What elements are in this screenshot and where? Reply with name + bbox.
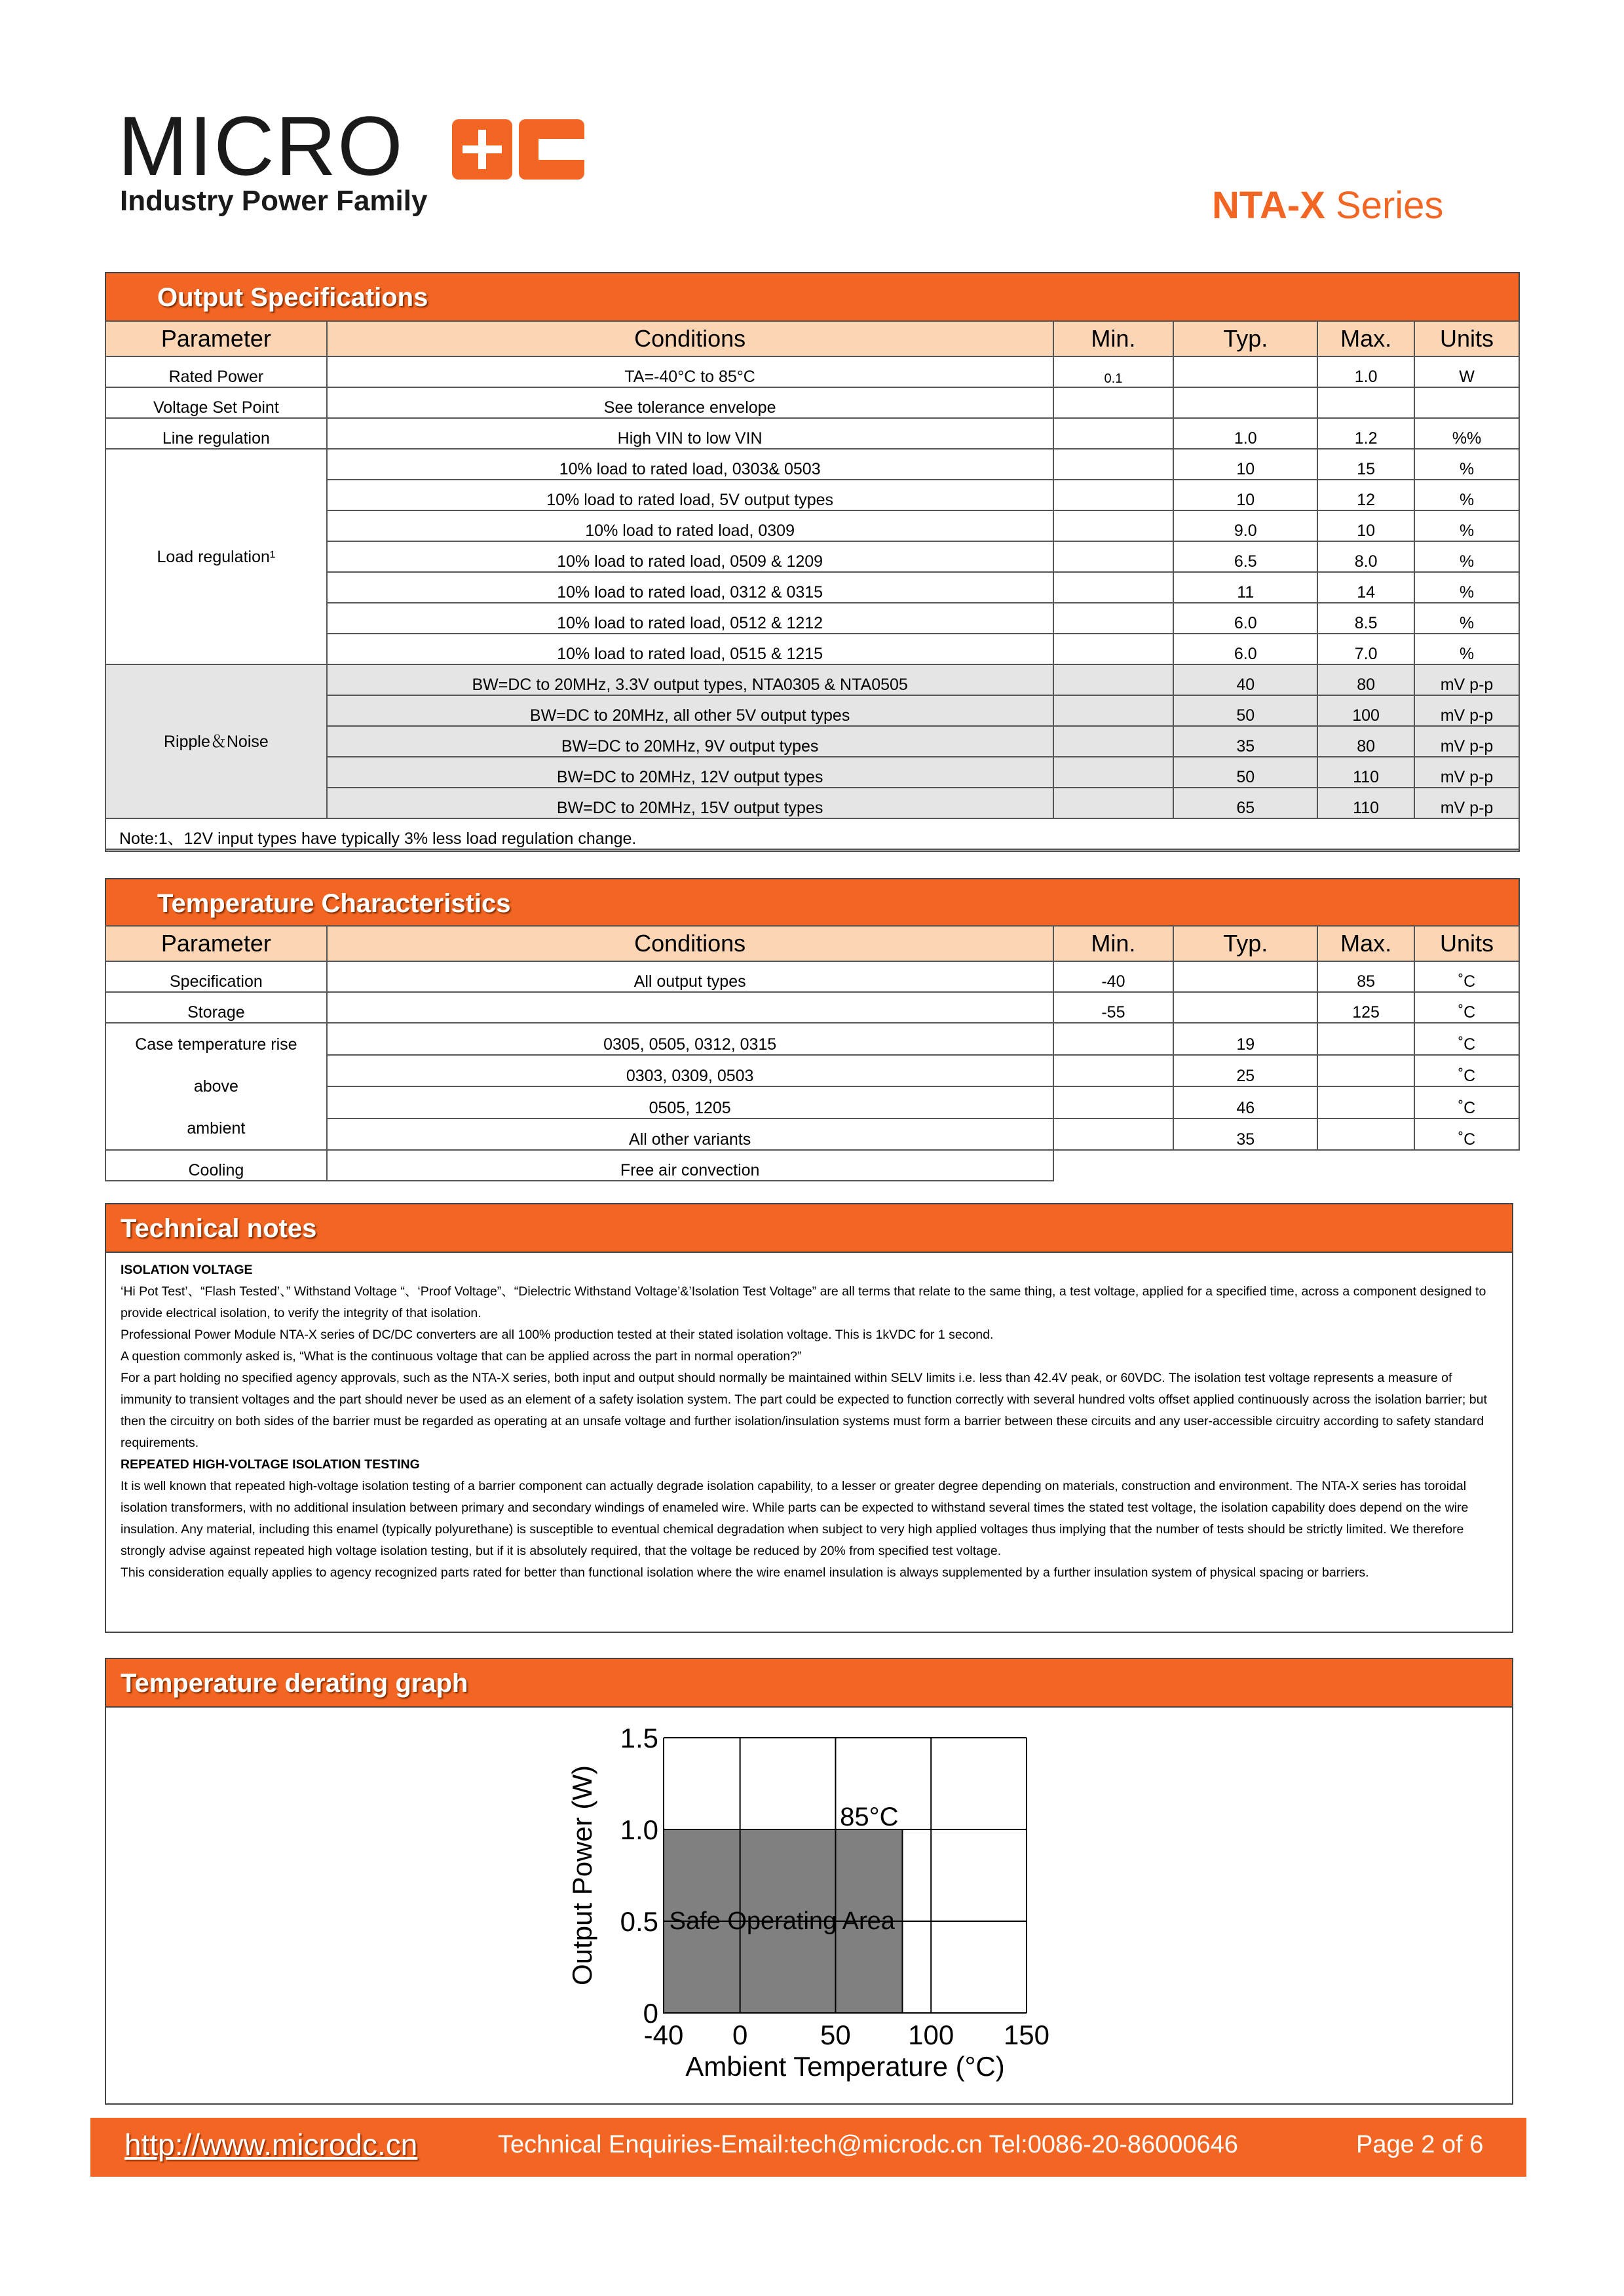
contact-info: Technical Enquiries-Email:tech@microdc.cn Tel:0086-20-86000646: [498, 2131, 1238, 2158]
min-cell: [1053, 757, 1174, 788]
param-cell: Line regulation: [105, 418, 327, 449]
table-row: [105, 992, 1519, 1023]
x-tick-label: 50: [820, 2019, 851, 2050]
table-row: [105, 356, 1519, 387]
condition-cell: Free air convection: [327, 1150, 1053, 1181]
max-cell: 8.5: [1317, 603, 1414, 634]
condition-cell: 10% load to rated load, 0515 & 1215: [327, 634, 1053, 664]
min-cell: [1053, 634, 1174, 664]
technical-notes-body: [106, 1253, 1512, 1584]
max-cell: 80: [1317, 664, 1414, 695]
condition-cell: BW=DC to 20MHz, 15V output types: [327, 788, 1053, 818]
typ-cell: 6.0: [1173, 634, 1317, 664]
units-cell: ˚C: [1414, 1086, 1519, 1119]
max-cell: 15: [1317, 449, 1414, 480]
y-axis-title: Output Power (W): [567, 1765, 597, 1986]
output-specifications-table: [105, 320, 1520, 850]
typ-cell: 10: [1173, 480, 1317, 510]
x-tick-label: 100: [908, 2019, 954, 2050]
condition-cell: All output types: [327, 961, 1053, 992]
series-name: NTA-X: [1212, 184, 1325, 227]
column-header: Max.: [1317, 926, 1414, 961]
min-cell: [1053, 1055, 1174, 1087]
column-header: Max.: [1317, 321, 1414, 356]
typ-cell: [1173, 387, 1317, 418]
logo-c-mark: [519, 119, 584, 180]
notes-paragraph: ‘Hi Pot Test’、“Flash Tested’、” Withstand Voltage “、‘Proof Voltage”、“Dielectric Withstand Voltage’&’Isolation Test Voltage” are all terms that relate to the same thing, a test voltage, applied for a specified time, across a component designed to provide electrical isolation, to verify the integrity of that isolation.: [121, 1284, 1486, 1320]
temperature-characteristics-table: [105, 925, 1520, 1181]
typ-cell: 65: [1173, 788, 1317, 818]
units-cell: W: [1414, 356, 1519, 387]
max-cell: [1317, 1023, 1414, 1055]
units-cell: ˚C: [1414, 992, 1519, 1023]
condition-cell: 0305, 0505, 0312, 0315: [327, 1023, 1053, 1055]
min-cell: [1053, 664, 1174, 695]
typ-cell: 35: [1173, 726, 1317, 757]
param-cell: Rated Power: [105, 356, 327, 387]
units-cell: %: [1414, 480, 1519, 510]
condition-cell: 10% load to rated load, 5V output types: [327, 480, 1053, 510]
area-label: Safe Operating Area: [669, 1907, 895, 1935]
condition-cell: BW=DC to 20MHz, 9V output types: [327, 726, 1053, 757]
x-tick-label: 0: [732, 2019, 748, 2050]
empty-cell: [1053, 1150, 1519, 1181]
min-cell: [1053, 541, 1174, 572]
typ-cell: 1.0: [1173, 418, 1317, 449]
section-title: Temperature derating graph: [106, 1659, 1512, 1708]
y-tick-label: 1.0: [620, 1814, 658, 1845]
max-cell: 110: [1317, 788, 1414, 818]
typ-cell: 46: [1173, 1086, 1317, 1119]
page-number: Page 2 of 6: [1356, 2131, 1484, 2158]
column-header: Parameter: [105, 321, 327, 356]
condition-cell: BW=DC to 20MHz, all other 5V output types: [327, 695, 1053, 726]
units-cell: ˚C: [1414, 1119, 1519, 1151]
max-cell: 100: [1317, 695, 1414, 726]
min-cell: [1053, 788, 1174, 818]
notes-paragraph: For a part holding no specified agency approvals, such as the NTA-X series, both input and output should normally be maintained within SELV limits i.e. less than 42.4V peak, or 60VDC. The isolation test voltage represents a measure of immunity to transient voltages and the part should never be used as an element of a safety isolation system. The part could be expected to function correctly with several hundred volts offset applied continuously across the isolation barrier; but then the circuitry on both sides of the barrier must be regarded as operating at an unsafe voltage and further isolation/insulation systems must form a barrier between these circuits and any user-accessible circuitry according to safety standard requirements.: [121, 1371, 1487, 1450]
condition-cell: 10% load to rated load, 0309: [327, 510, 1053, 541]
units-cell: mV p-p: [1414, 664, 1519, 695]
typ-cell: 50: [1173, 695, 1317, 726]
min-cell: [1053, 695, 1174, 726]
units-cell: %: [1414, 634, 1519, 664]
min-cell: -55: [1053, 992, 1174, 1023]
series-title: [1212, 183, 1443, 227]
cooling-row: [105, 1150, 1519, 1181]
logo-subtitle: Industry Power Family: [120, 185, 428, 217]
units-cell: %: [1414, 510, 1519, 541]
x-tick-label: -40: [643, 2019, 684, 2050]
max-cell: 80: [1317, 726, 1414, 757]
table-row: [105, 1023, 1519, 1055]
param-line: above: [193, 1077, 238, 1096]
condition-cell: All other variants: [327, 1119, 1053, 1151]
condition-cell: See tolerance envelope: [327, 387, 1053, 418]
units-cell: %: [1414, 541, 1519, 572]
units-cell: mV p-p: [1414, 757, 1519, 788]
max-cell: 8.0: [1317, 541, 1414, 572]
max-cell: 12: [1317, 480, 1414, 510]
note-row: [105, 818, 1519, 849]
units-cell: %: [1414, 572, 1519, 603]
column-header: Conditions: [327, 926, 1053, 961]
column-header: Parameter: [105, 926, 327, 961]
x-axis-title: Ambient Temperature (°C): [685, 2051, 1005, 2082]
column-header: Units: [1414, 926, 1519, 961]
min-cell: [1053, 510, 1174, 541]
max-cell: [1317, 1086, 1414, 1119]
typ-cell: 11: [1173, 572, 1317, 603]
column-header: Conditions: [327, 321, 1053, 356]
units-cell: mV p-p: [1414, 788, 1519, 818]
max-cell: 14: [1317, 572, 1414, 603]
derating-chart: [557, 1704, 1081, 2084]
table-row: [105, 418, 1519, 449]
condition-cell: 0303, 0309, 0503: [327, 1055, 1053, 1087]
table-header-row: [105, 321, 1519, 356]
typ-cell: [1173, 992, 1317, 1023]
table-note: Note:1、12V input types have typically 3% less load regulation change.: [105, 818, 1519, 849]
param-cell: [105, 1023, 327, 1150]
units-cell: mV p-p: [1414, 695, 1519, 726]
notes-paragraph: Professional Power Module NTA-X series of DC/DC converters are all 100% production tested at their stated isolation voltage. This is 1kVDC for 1 second.: [121, 1328, 994, 1342]
min-cell: -40: [1053, 961, 1174, 992]
notes-paragraph: It is well known that repeated high-voltage isolation testing of a barrier component can actually degrade isolation capability, to a lesser or greater degree depending on materials, construction and environment. The NTA-X series has toroidal isolation transformers, with no additional insulation between primary and secondary windings of enameled wire. While parts can be expected to withstand several times the stated test voltage, the isolation capability does depend on the wire insulation. Any material, including this enamel (typically polyurethane) is susceptible to eventual chemical degradation when subject to very high applied voltages thus implying that the number of tests should be strictly limited. We therefore strongly advise against repeated high voltage isolation testing, but if it is absolutely required, that the voltage be reduced by 20% from specified test voltage.: [121, 1479, 1469, 1558]
table-row: [105, 664, 1519, 695]
section-title: Technical notes: [106, 1204, 1512, 1253]
typ-cell: 40: [1173, 664, 1317, 695]
typ-cell: 35: [1173, 1119, 1317, 1151]
series-suffix: Series: [1336, 184, 1444, 227]
condition-cell: 10% load to rated load, 0312 & 0315: [327, 572, 1053, 603]
max-cell: 1.0: [1317, 356, 1414, 387]
notes-heading: REPEATED HIGH-VOLTAGE ISOLATION TESTING: [121, 1457, 420, 1472]
min-cell: [1053, 418, 1174, 449]
units-cell: mV p-p: [1414, 726, 1519, 757]
min-cell: [1053, 480, 1174, 510]
max-cell: 10: [1317, 510, 1414, 541]
param-cell: Storage: [105, 992, 327, 1023]
typ-cell: 25: [1173, 1055, 1317, 1087]
typ-cell: 6.5: [1173, 541, 1317, 572]
x-tick-label: 150: [1003, 2019, 1050, 2050]
section-title: Temperature Characteristics: [106, 879, 1519, 928]
column-header: Min.: [1053, 321, 1174, 356]
min-cell: [1053, 572, 1174, 603]
max-cell: 1.2: [1317, 418, 1414, 449]
param-line: ambient: [187, 1119, 246, 1138]
max-cell: [1317, 387, 1414, 418]
typ-cell: 50: [1173, 757, 1317, 788]
condition-cell: 10% load to rated load, 0512 & 1212: [327, 603, 1053, 634]
param-cell: Load regulation¹: [105, 449, 327, 664]
min-cell: [1053, 603, 1174, 634]
typ-cell: 19: [1173, 1023, 1317, 1055]
y-tick-label: 0.5: [620, 1906, 658, 1937]
typ-cell: [1173, 961, 1317, 992]
condition-cell: BW=DC to 20MHz, 3.3V output types, NTA0305 & NTA0505: [327, 664, 1053, 695]
footer-bar: [90, 2118, 1526, 2177]
units-cell: ˚C: [1414, 1023, 1519, 1055]
column-header: Units: [1414, 321, 1519, 356]
param-cell: Specification: [105, 961, 327, 992]
condition-cell: BW=DC to 20MHz, 12V output types: [327, 757, 1053, 788]
condition-cell: 0505, 1205: [327, 1086, 1053, 1119]
temperature-annotation: 85°C: [840, 1803, 899, 1831]
logo: MICRO: [118, 100, 404, 193]
max-cell: [1317, 1055, 1414, 1087]
min-cell: [1053, 387, 1174, 418]
max-cell: 125: [1317, 992, 1414, 1023]
condition-cell: 10% load to rated load, 0303& 0503: [327, 449, 1053, 480]
min-cell: [1053, 726, 1174, 757]
units-cell: %: [1414, 449, 1519, 480]
website-link[interactable]: http://www.microdc.cn: [124, 2128, 418, 2162]
technical-notes-section: [105, 1203, 1513, 1633]
units-cell: [1414, 387, 1519, 418]
typ-cell: 6.0: [1173, 603, 1317, 634]
max-cell: [1317, 1119, 1414, 1151]
notes-heading: ISOLATION VOLTAGE: [121, 1263, 253, 1277]
max-cell: 85: [1317, 961, 1414, 992]
condition-cell: 10% load to rated load, 0509 & 1209: [327, 541, 1053, 572]
min-cell: [1053, 1086, 1174, 1119]
section-title: Output Specifications: [106, 273, 1519, 322]
column-header: Min.: [1053, 926, 1174, 961]
column-header: Typ.: [1173, 321, 1317, 356]
typ-cell: [1173, 356, 1317, 387]
column-header: Typ.: [1173, 926, 1317, 961]
min-cell: [1053, 1023, 1174, 1055]
notes-paragraph: This consideration equally applies to agency recognized parts rated for better than functional isolation where the wire enamel insulation is always supplemented by a further insulation system of physical spacing or barriers.: [121, 1565, 1369, 1580]
typ-cell: 10: [1173, 449, 1317, 480]
y-tick-label: 1.5: [620, 1723, 658, 1753]
max-cell: 110: [1317, 757, 1414, 788]
table-header-row: [105, 926, 1519, 961]
table-row: [105, 387, 1519, 418]
min-cell: [1053, 449, 1174, 480]
condition-cell: [327, 992, 1053, 1023]
y-tick-label: 0: [643, 1998, 658, 2029]
logo-plus-mark: [452, 119, 512, 180]
units-cell: %: [1414, 603, 1519, 634]
min-cell: [1053, 1119, 1174, 1151]
condition-cell: High VIN to low VIN: [327, 418, 1053, 449]
param-cell: Cooling: [105, 1150, 327, 1181]
table-row: [105, 449, 1519, 480]
param-line: Case temperature rise: [135, 1035, 297, 1054]
units-cell: ˚C: [1414, 961, 1519, 992]
param-cell: Voltage Set Point: [105, 387, 327, 418]
max-cell: 7.0: [1317, 634, 1414, 664]
units-cell: %%: [1414, 418, 1519, 449]
condition-cell: TA=-40°C to 85°C: [327, 356, 1053, 387]
units-cell: ˚C: [1414, 1055, 1519, 1087]
min-cell: 0.1: [1053, 356, 1174, 387]
notes-paragraph: A question commonly asked is, “What is the continuous voltage that can be applied across the part in normal operation?”: [121, 1349, 802, 1364]
table-row: [105, 961, 1519, 992]
param-cell: Ripple＆Noise: [105, 664, 327, 818]
typ-cell: 9.0: [1173, 510, 1317, 541]
